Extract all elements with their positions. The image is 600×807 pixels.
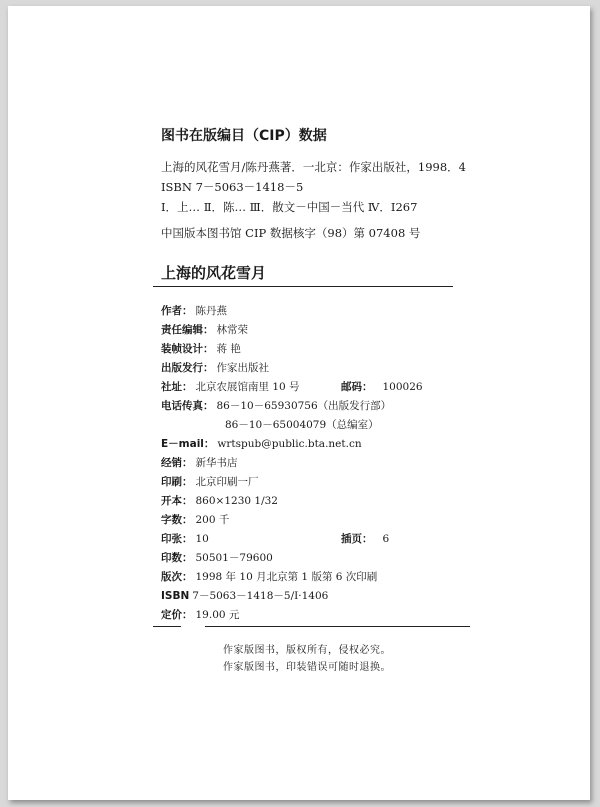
author-field [161, 303, 227, 318]
email-value: wrtspub@public.bta.net.cn [217, 438, 362, 450]
title-rule [153, 286, 453, 287]
format-field [161, 493, 278, 508]
cip-verification-line: 中国版本图书馆 CIP 数据核字（98）第 07408 号 [161, 226, 421, 240]
author-label: 作者： [161, 305, 193, 317]
price-value: 19.00 元 [195, 609, 240, 621]
distributor-value: 新华书店 [195, 457, 238, 469]
price-label: 定价： [161, 609, 193, 621]
wordcount-label: 字数： [161, 514, 193, 526]
print-run-label: 印数： [161, 552, 193, 564]
author-value: 陈丹燕 [195, 305, 227, 317]
sheets-label: 印张： [161, 533, 193, 545]
editor-value: 林常荣 [216, 324, 248, 336]
printer-value: 北京印刷一厂 [195, 476, 259, 488]
isbn-label: ISBN [161, 590, 190, 602]
address-label: 社址： [161, 381, 193, 393]
printer-label: 印刷： [161, 476, 193, 488]
designer-label: 装帧设计： [161, 343, 214, 355]
designer-field [161, 341, 241, 356]
email-field [161, 436, 362, 451]
cip-isbn-line: ISBN 7－5063－1418－5 [161, 180, 304, 194]
edition-value: 1998 年 10 月北京第 1 版第 6 次印刷 [195, 571, 378, 583]
print-run-field [161, 550, 273, 565]
isbn-value: 7－5063－1418－5/I·1406 [192, 590, 329, 602]
wordcount-field [161, 512, 229, 527]
copyright-notice: 作家版图书，版权所有，侵权必究。 [223, 645, 391, 656]
phone-value: 86－10－65930756（出版发行部） [216, 400, 392, 412]
address-field [161, 379, 300, 394]
postcode-label: 邮码： [341, 381, 373, 393]
format-value: 860×1230 1/32 [195, 495, 278, 507]
divider-long [205, 626, 470, 627]
print-run-value: 50501－79600 [195, 552, 273, 564]
email-label: E－mail： [161, 438, 215, 450]
designer-value: 蒋 艳 [216, 343, 241, 355]
book-title: 上海的风花雪月 [161, 264, 267, 282]
editor-field [161, 322, 248, 337]
phone-secondary: 86－10－65004079（总编室） [225, 419, 379, 431]
wordcount-value: 200 千 [195, 514, 230, 526]
publisher-label: 出版发行： [161, 362, 214, 374]
plates-value: 6 [382, 533, 390, 545]
address-value: 北京农展馆南里 10 号 [195, 381, 300, 393]
cip-classification-line: Ⅰ．上… Ⅱ．陈… Ⅲ．散文－中国－当代 Ⅳ．I267 [161, 200, 418, 214]
editor-label: 责任编辑： [161, 324, 214, 336]
sheets-value: 10 [195, 533, 209, 545]
format-label: 开本： [161, 495, 193, 507]
phone-label: 电话传真： [161, 400, 214, 412]
price-field [161, 607, 239, 622]
divider-short [153, 626, 181, 627]
postcode-field [341, 379, 423, 394]
edition-label: 版次： [161, 571, 193, 583]
cip-record-line: 上海的风花雪月/陈丹燕著．一北京：作家出版社，1998．4 [161, 160, 466, 174]
sheets-field [161, 531, 209, 546]
return-notice: 作家版图书，印装错误可随时退换。 [223, 662, 391, 673]
plates-field [341, 531, 389, 546]
postcode-value: 100026 [382, 381, 423, 393]
isbn-field [161, 588, 328, 603]
distributor-label: 经销： [161, 457, 193, 469]
publisher-field [161, 360, 269, 375]
phone-field [161, 398, 391, 413]
distributor-field [161, 455, 238, 470]
edition-field [161, 569, 377, 584]
printer-field [161, 474, 259, 489]
publisher-value: 作家出版社 [216, 362, 269, 374]
plates-label: 插页： [341, 533, 373, 545]
book-page [8, 6, 590, 800]
cip-heading: 图书在版编目（CIP）数据 [161, 128, 327, 144]
